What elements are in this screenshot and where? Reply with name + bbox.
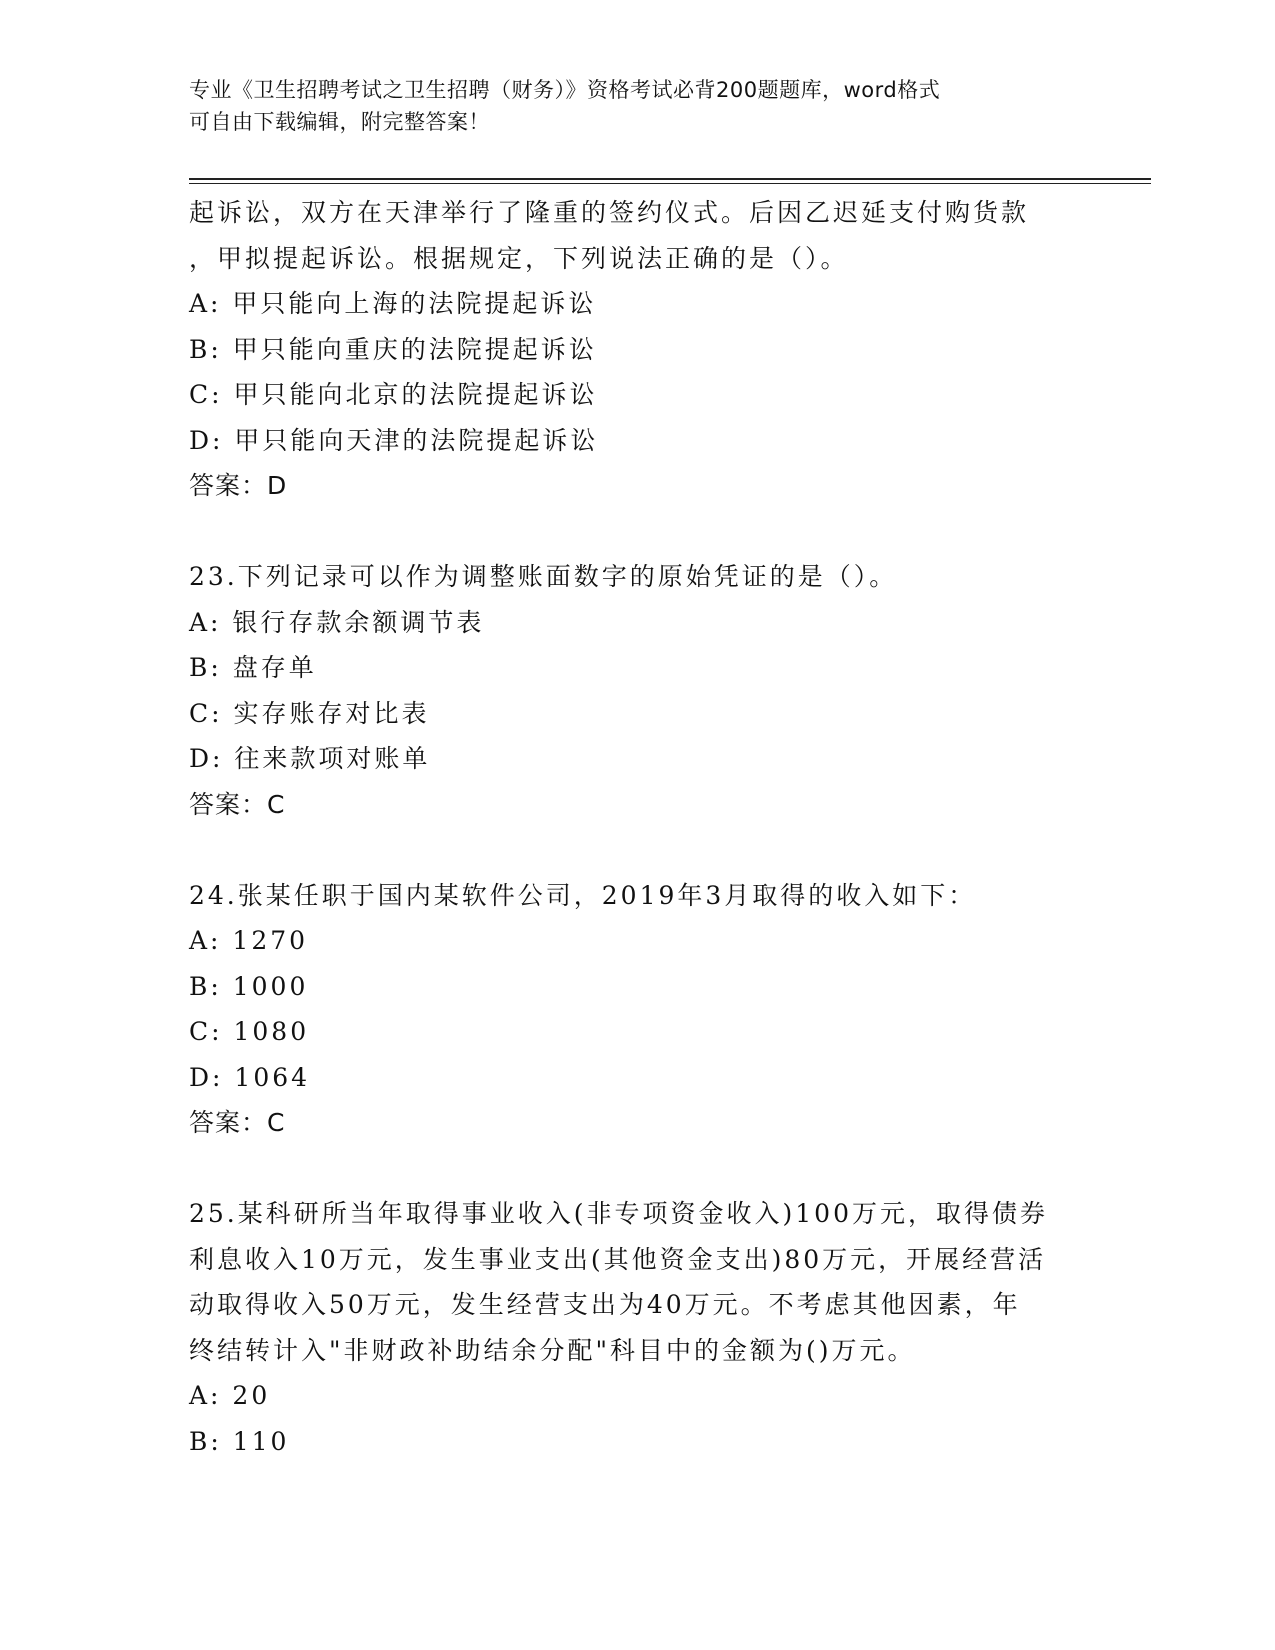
question-stem: 23.下列记录可以作为调整账面数字的原始凭证的是（）。 bbox=[189, 562, 898, 591]
question-22 bbox=[189, 190, 1089, 509]
option-a: A: 1270 bbox=[189, 926, 309, 955]
answer-text: 答案：C bbox=[189, 789, 286, 819]
question-stem: 动取得收入50万元，发生经营支出为40万元。不考虑其他因素，年 bbox=[189, 1290, 1021, 1319]
question-stem: ，甲拟提起诉讼。根据规定，下列说法正确的是（）。 bbox=[189, 243, 849, 273]
answer-text: 答案：D bbox=[189, 471, 288, 500]
option-c: C: 甲只能向北京的法院提起诉讼 bbox=[189, 380, 598, 409]
option-d: D: 甲只能向天津的法院提起诉讼 bbox=[189, 425, 599, 455]
spacer bbox=[189, 827, 1089, 873]
header-line-1: 专业《卫生招聘考试之卫生招聘（财务）》资格考试必背200题题库，word格式 bbox=[189, 78, 941, 102]
question-list bbox=[189, 190, 1089, 1464]
option-a: A: 20 bbox=[189, 1381, 271, 1410]
question-25 bbox=[189, 1191, 1089, 1464]
question-23 bbox=[189, 554, 1089, 827]
option-a: A: 银行存款余额调节表 bbox=[189, 607, 485, 637]
header-line-2: 可自由下载编辑，附完整答案！ bbox=[189, 110, 490, 134]
option-b: B: 甲只能向重庆的法院提起诉讼 bbox=[189, 334, 597, 364]
option-b: B: 1000 bbox=[189, 971, 309, 1001]
document-header bbox=[189, 74, 1089, 138]
header-rule-thin bbox=[189, 183, 1151, 184]
option-d: D: 1064 bbox=[189, 1062, 311, 1092]
question-stem: 利息收入10万元，发生事业支出(其他资金支出)80万元，开展经营活 bbox=[189, 1244, 1047, 1274]
spacer bbox=[189, 1146, 1089, 1192]
question-stem: 25.某科研所当年取得事业收入(非专项资金收入)100万元，取得债券 bbox=[189, 1199, 1048, 1228]
option-d: D: 往来款项对账单 bbox=[189, 744, 431, 773]
question-24 bbox=[189, 873, 1089, 1146]
option-b: B: 盘存单 bbox=[189, 653, 317, 682]
question-stem: 终结转计入"非财政补助结余分配"科目中的金额为()万元。 bbox=[189, 1335, 916, 1365]
header-rule-thick bbox=[189, 178, 1151, 180]
option-c: C: 1080 bbox=[189, 1017, 310, 1046]
spacer bbox=[189, 509, 1089, 555]
option-a: A: 甲只能向上海的法院提起诉讼 bbox=[189, 289, 597, 318]
question-stem: 起诉讼，双方在天津举行了隆重的签约仪式。后因乙迟延支付购货款 bbox=[189, 198, 1030, 227]
answer-text: 答案：C bbox=[189, 1108, 286, 1137]
option-b: B: 110 bbox=[189, 1426, 290, 1456]
question-stem: 24.张某任职于国内某软件公司，2019年3月取得的收入如下： bbox=[189, 880, 977, 910]
option-c: C: 实存账存对比表 bbox=[189, 698, 430, 728]
